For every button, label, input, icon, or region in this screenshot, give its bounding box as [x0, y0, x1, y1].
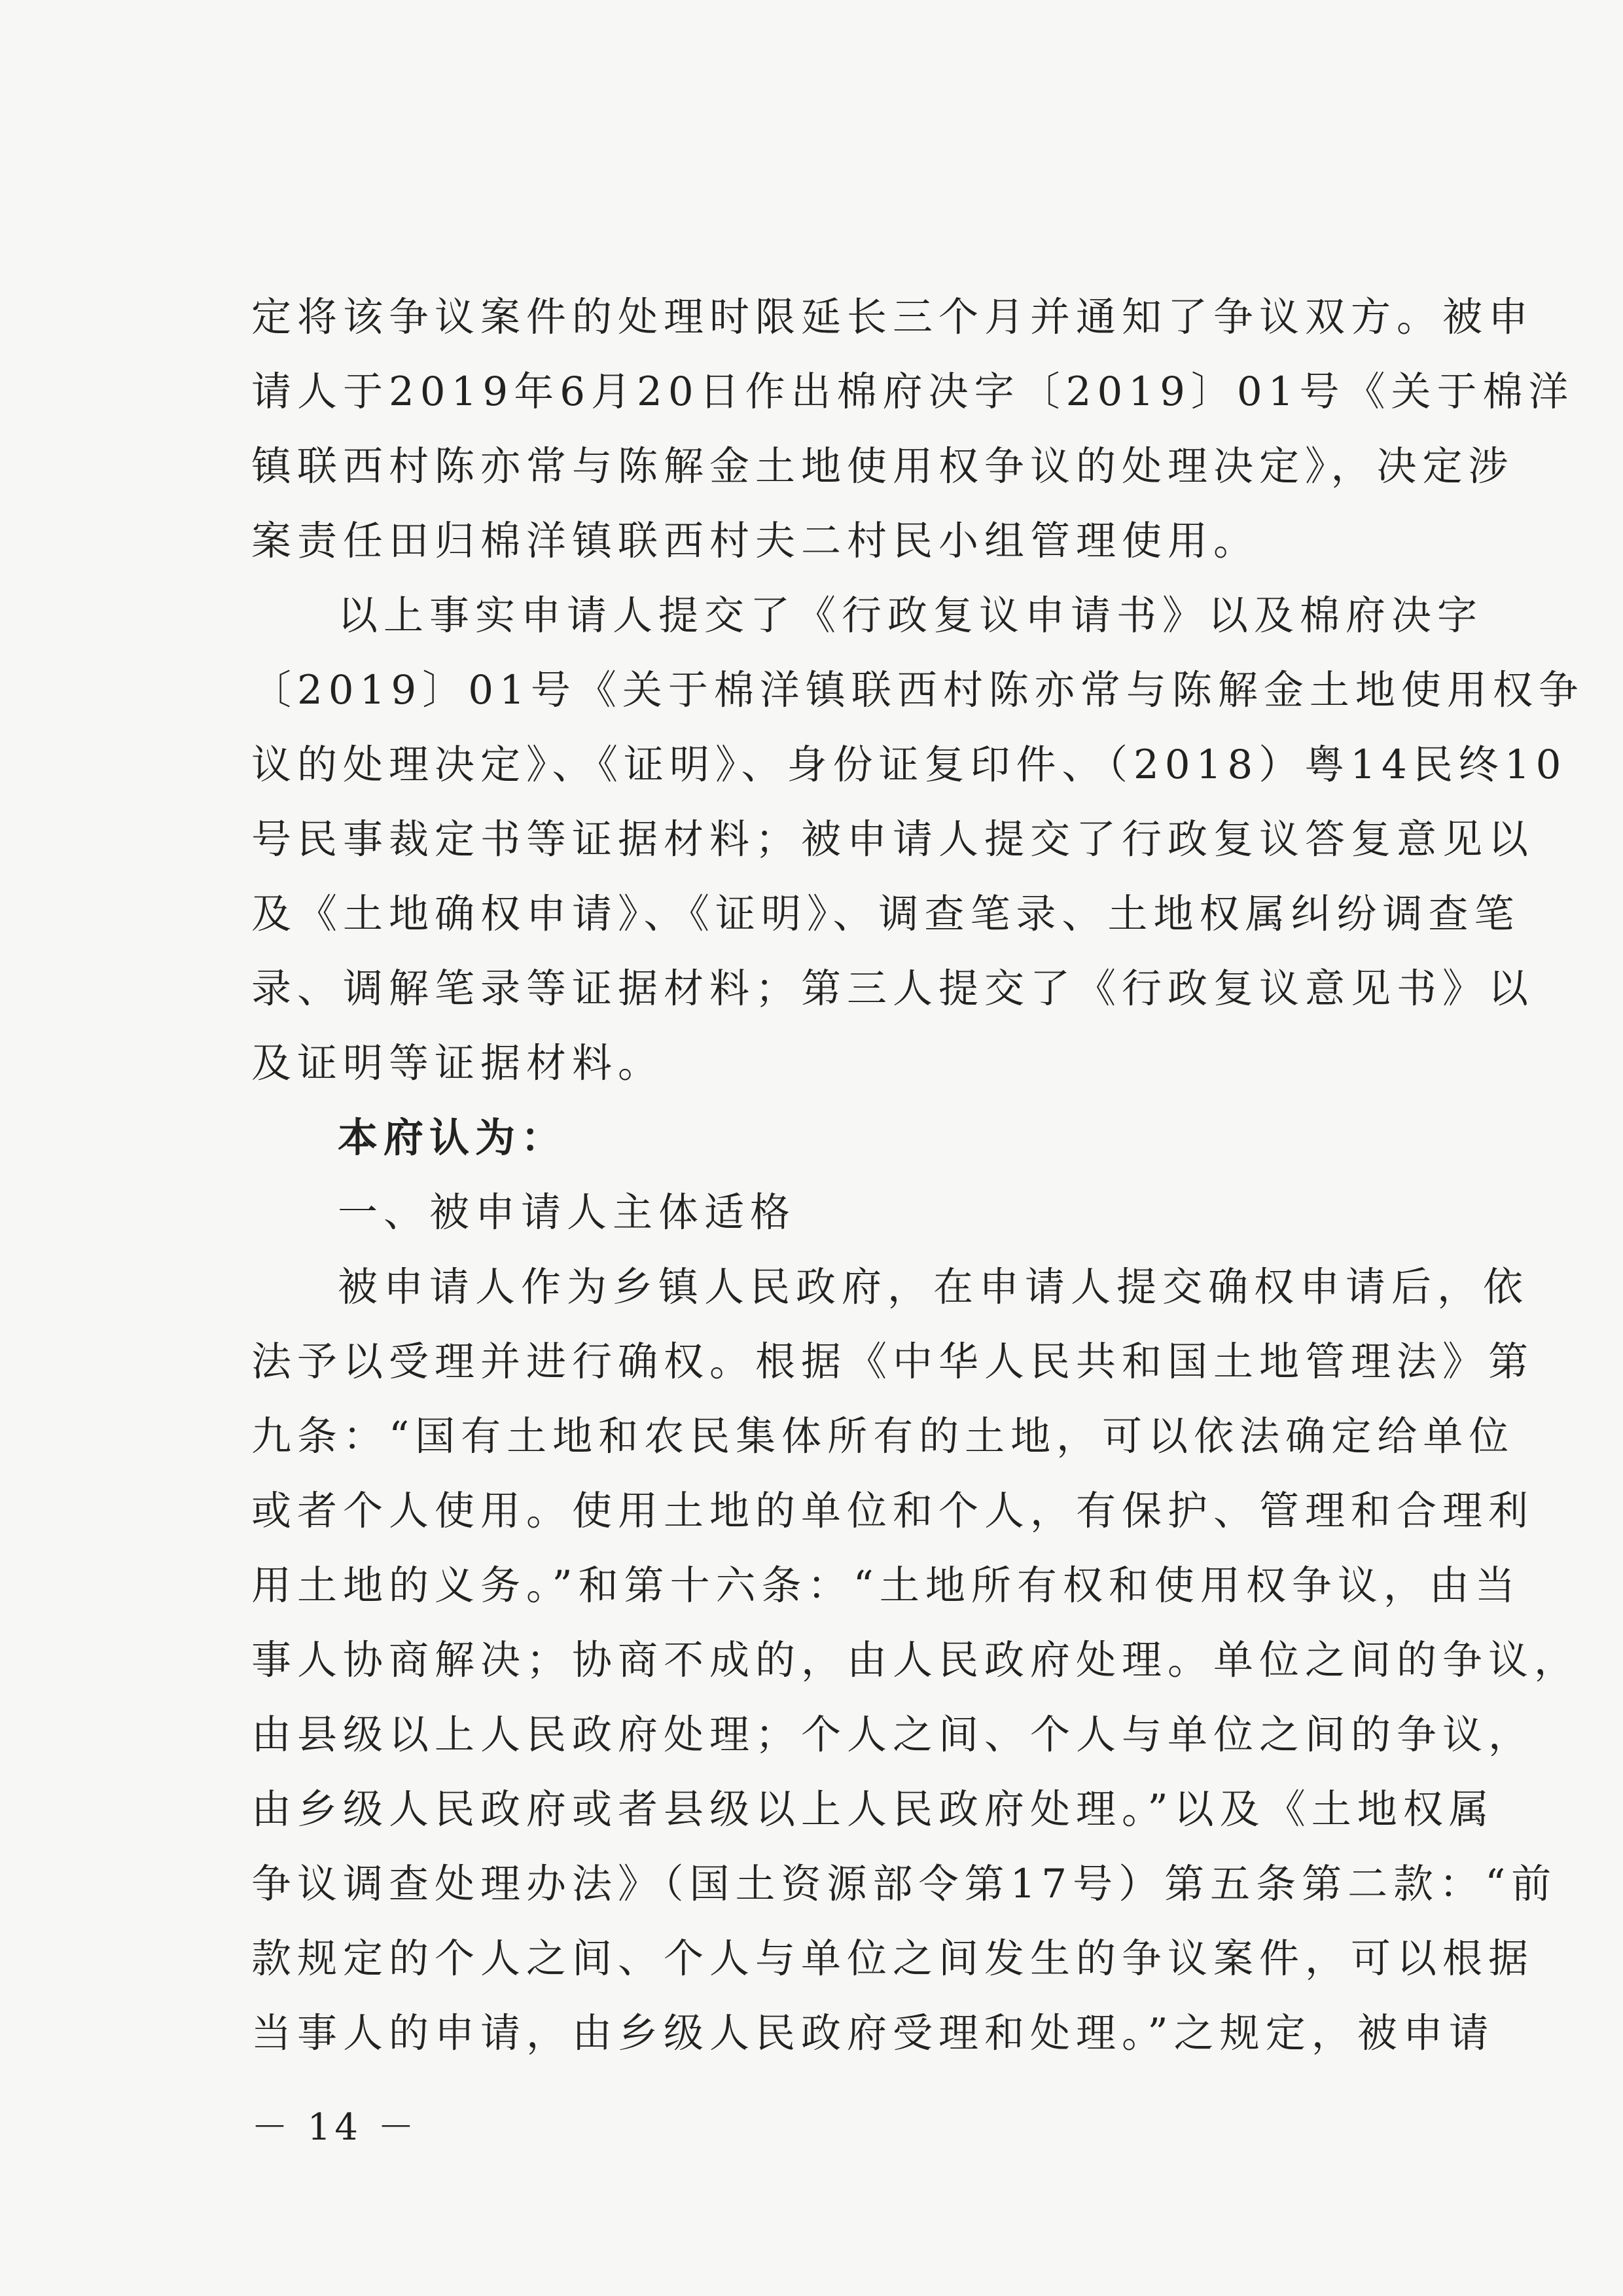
text-line: 当事人的申请，由乡级人民政府受理和处理。”之规定，被申请: [251, 2010, 1495, 2056]
text-line: 由县级以上人民政府处理；个人之间、个人与单位之间的争议，: [251, 1712, 1535, 1758]
text-line: 事人协商解决；协商不成的，由人民政府处理。单位之间的争议，: [251, 1637, 1580, 1683]
text-line: 及证明等证据材料。: [251, 1040, 664, 1086]
text-line: 争议调查处理办法》（国土资源部令第17号）第五条第二款：“前: [251, 1861, 1558, 1907]
text-line: 录、调解笔录等证据材料；第三人提交了《行政复议意见书》以: [251, 965, 1535, 1012]
text-line: 案责任田归棉洋镇联西村夫二村民小组管理使用。: [251, 518, 1260, 564]
text-line: 被申请人作为乡镇人民政府，在申请人提交确权申请后，依: [338, 1264, 1529, 1310]
text-line: 用土地的义务。”和第十六条：“土地所有权和使用权争议，由当: [251, 1562, 1521, 1609]
text-line: 定将该争议案件的处理时限延长三个月并通知了争议双方。被申: [251, 294, 1535, 340]
section-heading: 本府认为：: [338, 1115, 567, 1161]
page-number: － 14 －: [251, 2106, 418, 2149]
text-line: 镇联西村陈亦常与陈解金土地使用权争议的处理决定》，决定涉: [251, 443, 1514, 490]
text-line: 议的处理决定》、《证明》、身份证复印件、（2018）粤14民终10: [251, 742, 1567, 788]
text-line: 九条：“国有土地和农民集体所有的土地，可以依法确定给单位: [251, 1413, 1515, 1460]
text-line: 由乡级人民政府或者县级以上人民政府处理。”以及《土地权属: [251, 1786, 1495, 1833]
text-line: 及《土地确权申请》、《证明》、调查笔录、土地权属纠纷调查笔: [251, 891, 1520, 937]
text-line: 法予以受理并进行确权。根据《中华人民共和国土地管理法》第: [251, 1338, 1535, 1385]
text-line: 或者个人使用。使用土地的单位和个人，有保护、管理和合理利: [251, 1488, 1535, 1534]
subsection-heading: 一、被申请人主体适格: [338, 1189, 796, 1236]
text-line: 款规定的个人之间、个人与单位之间发生的争议案件，可以根据: [251, 1935, 1535, 1982]
text-line: 以上事实申请人提交了《行政复议申请书》以及棉府决字: [338, 592, 1484, 639]
text-line: 请人于2019年6月20日作出棉府决字〔2019〕01号《关于棉洋: [251, 368, 1575, 415]
text-line: 号民事裁定书等证据材料；被申请人提交了行政复议答复意见以: [251, 816, 1535, 863]
text-line: 〔2019〕01号《关于棉洋镇联西村陈亦常与陈解金土地使用权争: [251, 667, 1584, 713]
